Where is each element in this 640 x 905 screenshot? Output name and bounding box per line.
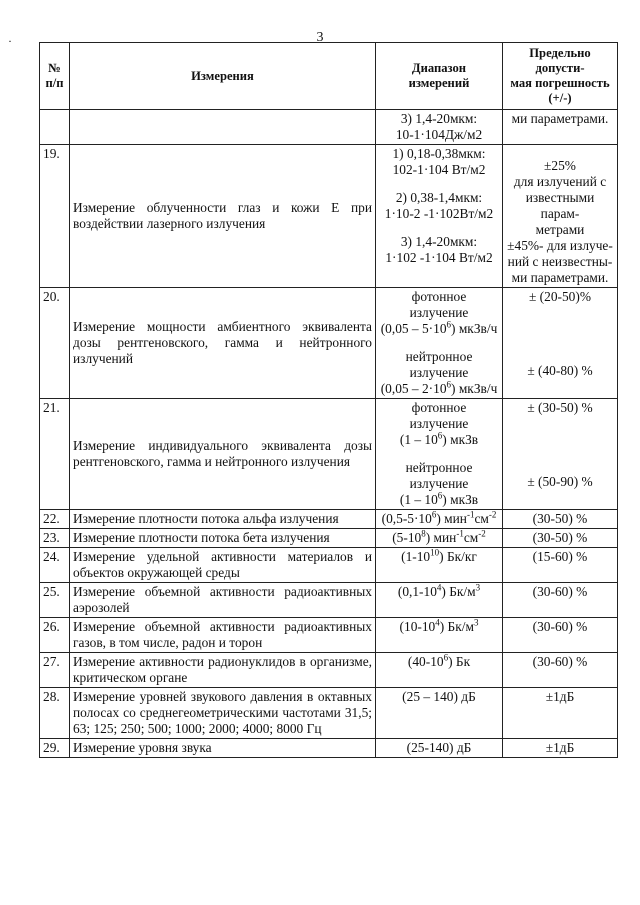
row-error — [503, 288, 618, 399]
table-row — [40, 739, 618, 758]
range-line: $(1 - 10^6)$ мкЗв — [399, 490, 479, 507]
row-num: 21. — [40, 399, 70, 510]
error-line: известными парам- — [525, 190, 595, 221]
row-range: $(10-10^4)$ $Бк/м^3$ — [376, 618, 503, 653]
error-line: ±25% — [544, 158, 576, 173]
row-num: 22. — [40, 510, 70, 529]
table-row — [40, 618, 618, 653]
row-num — [40, 110, 70, 145]
header-num — [40, 43, 70, 110]
header-range — [376, 43, 503, 110]
row-measurement — [70, 110, 376, 145]
table-row — [40, 510, 618, 529]
row-num: 28. — [40, 688, 70, 739]
row-error: (15-60) % — [503, 548, 618, 583]
range-line: 2) 0,38-1,4мкм: — [395, 190, 483, 205]
row-range: (25 – 140) дБ — [376, 688, 503, 739]
range-line: фотонное — [411, 400, 467, 415]
row-error: (30-60) % — [503, 583, 618, 618]
range-line: излучение — [409, 476, 469, 491]
row-measurement: Измерение уровней звукового давления в октавных полосах со среднегеометрическими частотами 31,5; 63; 125; 250; 500; 1000; 2000; 4000; 8000 Гц — [70, 688, 376, 739]
row-measurement: Измерение объемной активности радиоактивных аэрозолей — [70, 583, 376, 618]
header-error-line: мая погрешность — [510, 76, 610, 90]
row-measurement: Измерение удельной активности материалов и объектов окружающей среды — [70, 548, 376, 583]
error-line: ний с неизвестны- — [507, 254, 613, 269]
error-line: ± (30-50) % — [527, 400, 593, 415]
table-row — [40, 529, 618, 548]
error-line: ми параметрами. — [511, 270, 609, 285]
row-measurement: Измерение мощности амбиентного эквивалента дозы рентгеновского, гамма и нейтронного излучений — [70, 288, 376, 399]
error-line: для излучений с — [513, 174, 607, 189]
error-line: ± (40-80) % — [527, 363, 593, 378]
row-range — [376, 399, 503, 510]
error-line: ±45%- для излуче- — [507, 238, 613, 253]
row-measurement: Измерение уровня звука — [70, 739, 376, 758]
row-num: 23. — [40, 529, 70, 548]
row-error: (30-50) % — [503, 510, 618, 529]
row-measurement: Измерение объемной активности радиоактивных газов, в том числе, радон и торон — [70, 618, 376, 653]
row-measurement: Измерение плотности потока бета излучения — [70, 529, 376, 548]
row-range: (25-140) дБ — [376, 739, 503, 758]
range-line: 1·10-2 -1·102Вт/м2 — [384, 206, 494, 221]
table-row — [40, 288, 618, 399]
row-range: $(1-10^{10})$ Бк/кг — [376, 548, 503, 583]
range-line: нейтронное — [405, 349, 473, 364]
table-row — [40, 583, 618, 618]
row-range — [376, 145, 503, 288]
range-line: 10-1·104Дж/м2 — [395, 127, 483, 142]
range-line: излучение — [409, 416, 469, 431]
row-error — [503, 399, 618, 510]
row-range: $(40-10^6)$ Бк — [376, 653, 503, 688]
error-line: ± (50-90) % — [527, 474, 593, 489]
row-error: ±1дБ — [503, 739, 618, 758]
range-line: 102-1·104 Вт/м2 — [392, 162, 486, 177]
row-error: (30-60) % — [503, 653, 618, 688]
table-row — [40, 653, 618, 688]
range-line: нейтронное — [405, 460, 473, 475]
row-range: $(5-10^8)$ $мин^{-1}см^{-2}$ — [376, 529, 503, 548]
range-line: 3) 1,4-20мкм: — [400, 234, 478, 249]
range-line: излучение — [409, 365, 469, 380]
range-line: 3) 1,4-20мкм: — [400, 111, 478, 126]
row-range: $(0,1-10^4)$ $Бк/м^3$ — [376, 583, 503, 618]
row-measurement: Измерение индивидуального эквивалента дозы рентгеновского, гамма и нейтронного излучения — [70, 399, 376, 510]
row-error: ±1дБ — [503, 688, 618, 739]
header-num-line: п/п — [45, 76, 64, 90]
row-range: $(0,5-5\cdot 10^6)$ $мин^{-1}см^{-2}$ — [376, 510, 503, 529]
table-row — [40, 145, 618, 288]
row-measurement: Измерение активности радионуклидов в организме, критическом органе — [70, 653, 376, 688]
row-num: 25. — [40, 583, 70, 618]
row-measurement: Измерение облученности глаз и кожи E при воздействии лазерного излучения — [70, 145, 376, 288]
row-error: ми параметрами. — [503, 110, 618, 145]
header-range-line: Диапазон — [411, 61, 467, 75]
range-line: излучение — [409, 305, 469, 320]
range-line: $(0,05 - 5\cdot 10^6)$ мкЗв/ч — [380, 319, 498, 336]
table-row — [40, 110, 618, 145]
row-num: 20. — [40, 288, 70, 399]
row-error: (30-50) % — [503, 529, 618, 548]
header-range-line: измерений — [408, 76, 470, 90]
measurements-table — [39, 42, 618, 758]
range-line: $(0,05 - 2\cdot 10^6)$ мкЗв/ч — [380, 379, 498, 396]
error-line: метрами — [535, 222, 585, 237]
row-error: (30-60) % — [503, 618, 618, 653]
range-line: $(1 - 10^6)$ мкЗв — [399, 430, 479, 447]
row-num: 27. — [40, 653, 70, 688]
header-error-line: Предельно допусти- — [529, 46, 591, 75]
row-num: 24. — [40, 548, 70, 583]
header-error-line: (+/-) — [548, 91, 572, 105]
row-num: 29. — [40, 739, 70, 758]
row-num: 19. — [40, 145, 70, 288]
header-error — [503, 43, 618, 110]
row-measurement: Измерение плотности потока альфа излучения — [70, 510, 376, 529]
error-line: ± (20-50)% — [528, 289, 591, 304]
table-row — [40, 399, 618, 510]
table-header-row — [40, 43, 618, 110]
stray-mark: · — [8, 34, 12, 48]
range-line: фотонное — [411, 289, 467, 304]
row-error — [503, 145, 618, 288]
table-row — [40, 688, 618, 739]
table-row — [40, 548, 618, 583]
range-line: 1·102 -1·104 Вт/м2 — [385, 250, 493, 265]
header-measurement: Измерения — [70, 43, 376, 110]
row-range — [376, 110, 503, 145]
row-range — [376, 288, 503, 399]
range-line: 1) 0,18-0,38мкм: — [392, 146, 486, 161]
page-number: 3 — [316, 30, 324, 45]
header-num-line: № — [48, 61, 61, 75]
row-num: 26. — [40, 618, 70, 653]
